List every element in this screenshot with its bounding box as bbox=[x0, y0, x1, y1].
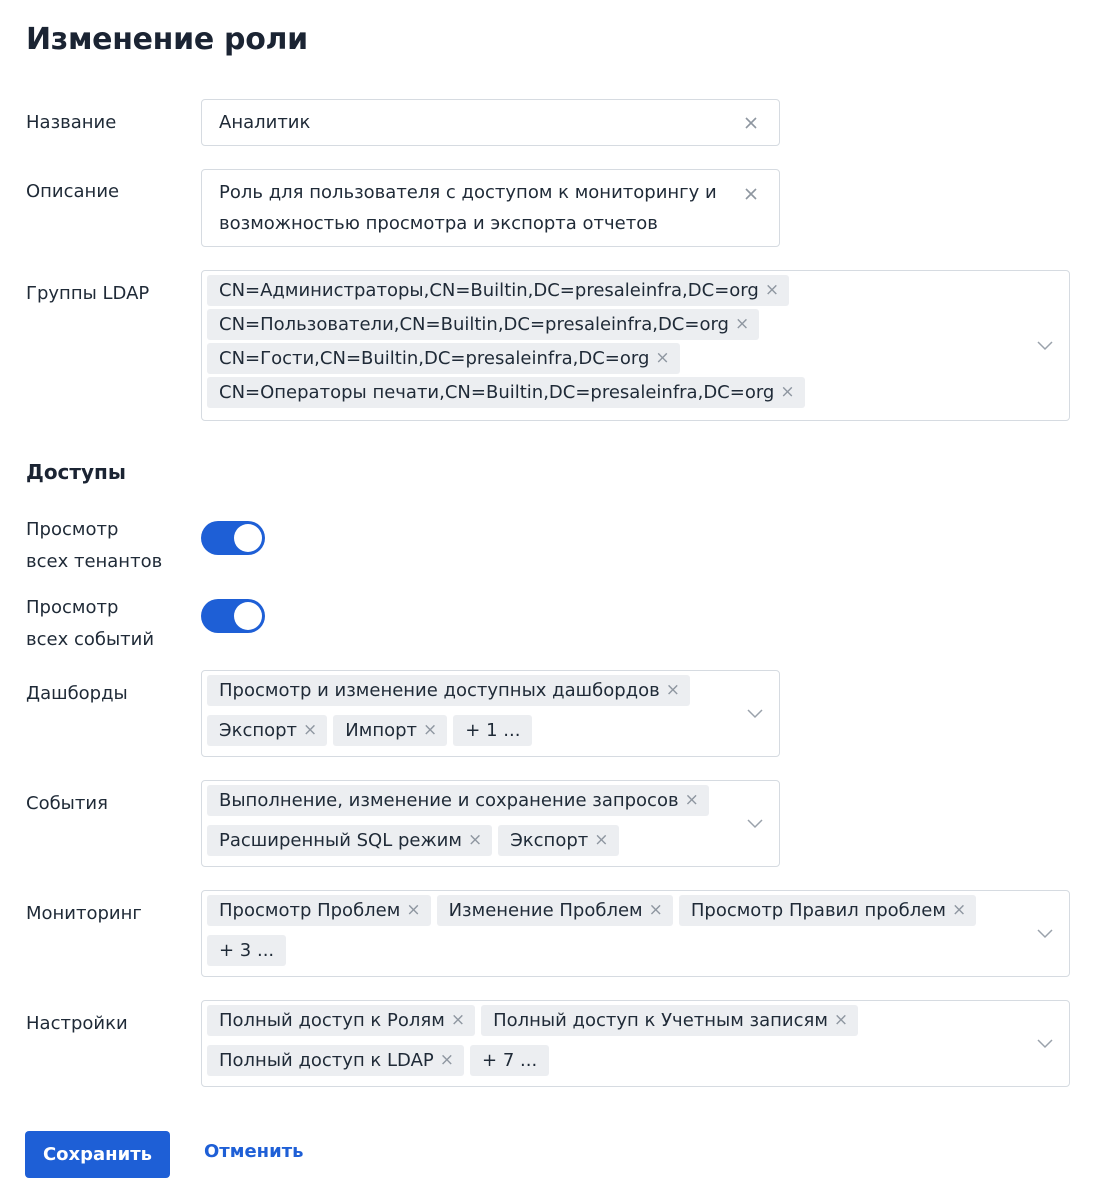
chip-label: Полный доступ к Учетным записям bbox=[493, 1010, 828, 1031]
monitoring-chip bbox=[207, 895, 431, 926]
monitoring-label: Мониторинг bbox=[26, 903, 142, 924]
monitoring-chip bbox=[437, 895, 673, 926]
dashboards-chip bbox=[207, 675, 690, 706]
events-chip bbox=[207, 825, 492, 856]
events-label: События bbox=[26, 793, 108, 814]
dashboards-label: Дашборды bbox=[26, 683, 128, 704]
tenants-toggle[interactable] bbox=[201, 521, 265, 555]
label-line: всех событий bbox=[26, 629, 155, 650]
description-line-2: возможностью просмотра и экспорта отчетов bbox=[219, 213, 658, 234]
dashboards-select[interactable] bbox=[201, 670, 780, 757]
access-heading: Доступы bbox=[26, 460, 126, 484]
chip-label: CN=Администраторы,CN=Builtin,DC=presaleinfra,DC=org bbox=[219, 280, 759, 301]
events-toggle[interactable] bbox=[201, 599, 265, 633]
name-label: Название bbox=[26, 112, 117, 133]
chip-label: CN=Пользователи,CN=Builtin,DC=presaleinfra,DC=org bbox=[219, 314, 729, 335]
label-line: всех тенантов bbox=[26, 551, 163, 572]
description-label: Описание bbox=[26, 181, 120, 202]
chip-remove-icon[interactable]: × bbox=[648, 900, 663, 920]
page-title: Изменение роли bbox=[26, 22, 308, 57]
settings-chip bbox=[481, 1005, 858, 1036]
chip-remove-icon[interactable]: × bbox=[594, 830, 609, 850]
chip-remove-icon[interactable]: × bbox=[406, 900, 421, 920]
chip-label: Просмотр Правил проблем bbox=[690, 900, 946, 921]
chip-remove-icon[interactable]: × bbox=[467, 830, 483, 850]
chip-remove-icon[interactable]: × bbox=[833, 1010, 849, 1030]
dashboards-chip bbox=[333, 715, 447, 746]
ldap-label: Группы LDAP bbox=[26, 283, 150, 304]
more-chip[interactable]: + 1 ... bbox=[453, 715, 532, 746]
clear-name-icon[interactable] bbox=[743, 115, 759, 131]
chip-label: CN=Операторы печати,CN=Builtin,DC=presaleinfra,DC=org bbox=[219, 382, 775, 403]
settings-chip bbox=[207, 1005, 475, 1036]
ldap-chip bbox=[207, 309, 759, 340]
chip-label: Экспорт bbox=[510, 830, 589, 851]
chip-remove-icon[interactable]: × bbox=[665, 680, 680, 700]
toggle-knob bbox=[234, 524, 262, 552]
more-chip[interactable]: + 3 ... bbox=[207, 935, 286, 966]
chip-label: Просмотр Проблем bbox=[219, 900, 401, 921]
settings-label: Настройки bbox=[26, 1013, 128, 1034]
chevron-down-icon[interactable] bbox=[747, 709, 763, 719]
settings-chip bbox=[207, 1045, 464, 1076]
chevron-down-icon[interactable] bbox=[1037, 929, 1053, 939]
label-line: Просмотр bbox=[26, 597, 119, 618]
chip-remove-icon[interactable]: × bbox=[423, 720, 438, 740]
chip-label: Экспорт bbox=[219, 720, 298, 741]
description-input[interactable] bbox=[201, 169, 780, 247]
toggle-events-label bbox=[26, 592, 154, 656]
chevron-down-icon[interactable] bbox=[747, 819, 763, 829]
settings-select[interactable] bbox=[201, 1000, 1070, 1087]
cancel-button[interactable]: Отменить bbox=[204, 1141, 304, 1162]
ldap-groups-select[interactable] bbox=[201, 270, 1070, 421]
chip-remove-icon[interactable]: × bbox=[684, 790, 699, 810]
chip-remove-icon[interactable]: × bbox=[450, 1010, 466, 1030]
toggle-knob bbox=[234, 602, 262, 630]
chevron-down-icon[interactable] bbox=[1037, 341, 1053, 351]
events-select[interactable] bbox=[201, 780, 780, 867]
chip-label: Изменение Проблем bbox=[448, 900, 643, 921]
description-line-1: Роль для пользователя с доступом к мониторингу и bbox=[219, 182, 717, 203]
chip-label: Полный доступ к LDAP bbox=[219, 1050, 434, 1071]
chip-label: CN=Гости,CN=Builtin,DC=presaleinfra,DC=org bbox=[219, 348, 650, 369]
save-button[interactable]: Сохранить bbox=[25, 1131, 170, 1178]
ldap-chip bbox=[207, 377, 805, 408]
chip-remove-icon[interactable]: × bbox=[734, 314, 750, 334]
more-chip[interactable]: + 7 ... bbox=[470, 1045, 549, 1076]
chip-label: Выполнение, изменение и сохранение запросов bbox=[219, 790, 679, 811]
events-chip bbox=[498, 825, 618, 856]
label-line: Просмотр bbox=[26, 519, 119, 540]
monitoring-select[interactable] bbox=[201, 890, 1070, 977]
dashboards-chip bbox=[207, 715, 327, 746]
chip-label: Полный доступ к Ролям bbox=[219, 1010, 445, 1031]
ldap-chip bbox=[207, 275, 789, 306]
chevron-down-icon[interactable] bbox=[1037, 1039, 1053, 1049]
chip-remove-icon[interactable]: × bbox=[303, 720, 318, 740]
chip-remove-icon[interactable]: × bbox=[780, 382, 795, 402]
name-input[interactable] bbox=[201, 99, 780, 146]
chip-label: Расширенный SQL режим bbox=[219, 830, 462, 851]
chip-remove-icon[interactable]: × bbox=[439, 1050, 455, 1070]
toggle-tenants-label bbox=[26, 514, 162, 578]
chip-remove-icon[interactable]: × bbox=[951, 900, 967, 920]
chip-label: Импорт bbox=[345, 720, 418, 741]
ldap-chip bbox=[207, 343, 680, 374]
monitoring-chip bbox=[679, 895, 976, 926]
chip-remove-icon[interactable]: × bbox=[655, 348, 670, 368]
chip-remove-icon[interactable]: × bbox=[764, 280, 780, 300]
events-chip bbox=[207, 785, 709, 816]
clear-description-icon[interactable] bbox=[743, 186, 759, 202]
name-value: Аналитик bbox=[219, 112, 311, 133]
chip-label: Просмотр и изменение доступных дашбордов bbox=[219, 680, 660, 701]
